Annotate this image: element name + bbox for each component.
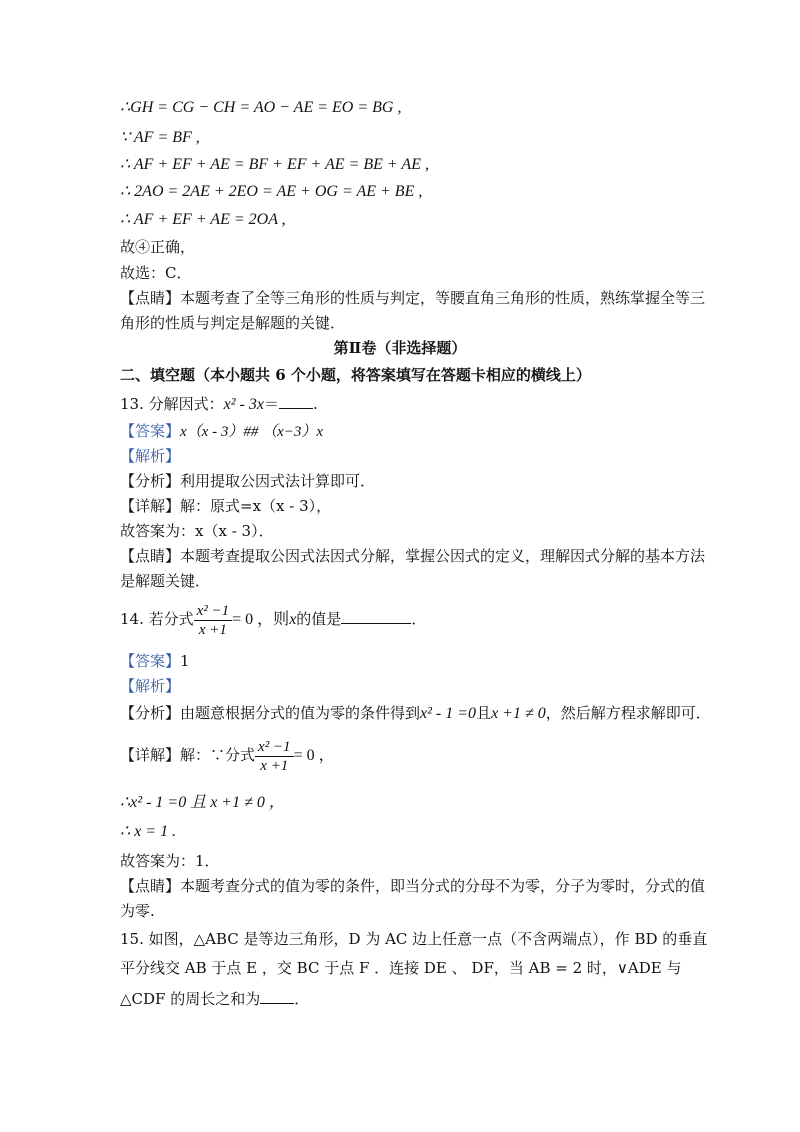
q14-comment (120, 876, 705, 896)
q13-equals: ＝ (263, 395, 279, 413)
xiangjie-equals: = 0 ， (293, 747, 335, 764)
fraction-denominator: x +1 (260, 757, 289, 774)
q15-answer-blank (260, 989, 294, 1004)
q14-xiangjie-fraction (255, 738, 294, 775)
fenxi-tail: ，然后解方程求解即可． (545, 704, 711, 722)
q15-stem-line-1: 15. 如图，△ABC 是等边三角形，D 为 AC 边上任意一点（不含两端点），作 BD 的垂直 (120, 930, 708, 948)
dianjing-tag: 【点睛】 (120, 547, 181, 565)
proof-line-5: ∴ AF + EF + AE = 2OA , (120, 211, 286, 228)
proof-line-4: ∴ 2AO = 2AE + 2EO = AE + OG = AE + BE , (120, 183, 423, 200)
q14-fraction (194, 602, 233, 639)
fenxi-text: 利用提取公因式法计算即可． (180, 472, 376, 490)
dianjing-tag: 【点睛】 (120, 877, 181, 895)
q14-prefix: 14. 若分式 (120, 610, 194, 628)
q14-stem (120, 600, 426, 639)
q14-step-1: ∴x² - 1 =0 且 x +1 ≠ 0 ， (120, 794, 285, 811)
dianjing-text: 本题考查分式的值为零的条件，即当分式的分母不为零，分子为零时，分式的值 (180, 877, 706, 895)
q14-xiangjie (120, 736, 335, 775)
q13-comment-cont: 是解题关键． (120, 572, 211, 590)
fenxi-equation-1: x² - 1 =0 (420, 705, 477, 722)
answer-tag: 【答案】 (120, 422, 181, 440)
proof-line-1: ∴GH = CG − CH = AO − AE = EO = BG , (120, 99, 402, 116)
xiangjie-text: 解：原式=x（x - 3）， (180, 497, 332, 515)
fenxi-tag: 【分析】 (120, 704, 181, 722)
q13-answer (120, 421, 323, 442)
dianjing-tag: 【点睛】 (120, 289, 181, 307)
q15-stem-line-2: 平分线交 AB 于点 E ，交 BC 于点 F ．连接 DE 、 DF，当 AB = 2 时，∨ADE 与 (120, 959, 682, 977)
q13-stem (120, 394, 318, 415)
q13-xiangjie (120, 496, 331, 516)
q14-answer (120, 651, 190, 671)
q15-stem-line-3 (120, 989, 309, 1009)
xiangjie-tag: 【详解】 (120, 497, 181, 515)
fenxi-and: 且 (476, 704, 492, 722)
q13-answer-blank (279, 394, 313, 409)
q14-comment-cont: 为零. (120, 902, 155, 920)
q14-conclusion: 故答案为：1． (120, 852, 220, 870)
fraction-numerator: x² −1 (255, 738, 294, 757)
fenxi-tag: 【分析】 (120, 472, 181, 490)
q14-fenxi (120, 703, 711, 724)
fenxi-equation-2: x +1 ≠ 0 (491, 705, 546, 722)
q13-end: . (312, 395, 318, 413)
proof-line-3: ∴ AF + EF + AE = BF + EF + AE = BE + AE , (120, 156, 429, 173)
q15-end: ． (294, 990, 310, 1008)
q14-step-2: ∴ x = 1 . (120, 823, 177, 840)
fenxi-text: 由题意根据分式的值为零的条件得到 (180, 704, 421, 722)
q13-expression: x² - 3x (223, 396, 264, 413)
q13-prefix: 13. 分解因式： (120, 395, 224, 413)
proof-line-2: ∵ AF = BF , (120, 129, 200, 146)
q13-comment (120, 546, 705, 566)
proof-choice: 故选：C． (120, 264, 192, 282)
proof-conclusion: 故④正确， (120, 238, 196, 256)
q14-suffix: 的值是 (296, 610, 342, 628)
answer-tag: 【答案】 (120, 652, 181, 670)
q13-conclusion: 故答案为：x（x - 3）． (120, 522, 274, 540)
q14-answer-text: 1 (180, 652, 190, 670)
proof-comment (120, 288, 705, 308)
q13-fenxi (120, 471, 375, 491)
q14-end: ． (411, 610, 427, 628)
xiangjie-tag: 【详解】 (120, 746, 181, 764)
dianjing-text: 本题考查了全等三角形的性质与判定，等腰直角三角形的性质，熟练掌握全等三 (180, 289, 706, 307)
dianjing-text: 本题考查提取公因式法因式分解，掌握公因式的定义，理解因式分解的基本方法 (180, 547, 706, 565)
q13-jiexi-tag: 【解析】 (120, 447, 181, 465)
q14-equals: = 0 ，则 (232, 611, 290, 628)
part-title: 二、填空题（本小题共 6 个小题，将答案填写在答题卡相应的横线上） (120, 366, 591, 384)
q14-variable: x (289, 611, 297, 628)
fraction-denominator: x +1 (198, 621, 227, 638)
q13-answer-text: x（x - 3）## （x−3）x (180, 424, 324, 440)
q15-prefix: △CDF 的周长之和为 (120, 990, 261, 1008)
volume-title: 第Ⅱ卷（非选择题） (333, 339, 467, 357)
xiangjie-text: 解：∵分式 (180, 746, 256, 764)
q14-jiexi-tag: 【解析】 (120, 677, 181, 695)
q14-answer-blank (341, 609, 411, 624)
fraction-numerator: x² −1 (194, 602, 233, 621)
proof-comment-cont: 角形的性质与判定是解题的关键． (120, 314, 346, 332)
